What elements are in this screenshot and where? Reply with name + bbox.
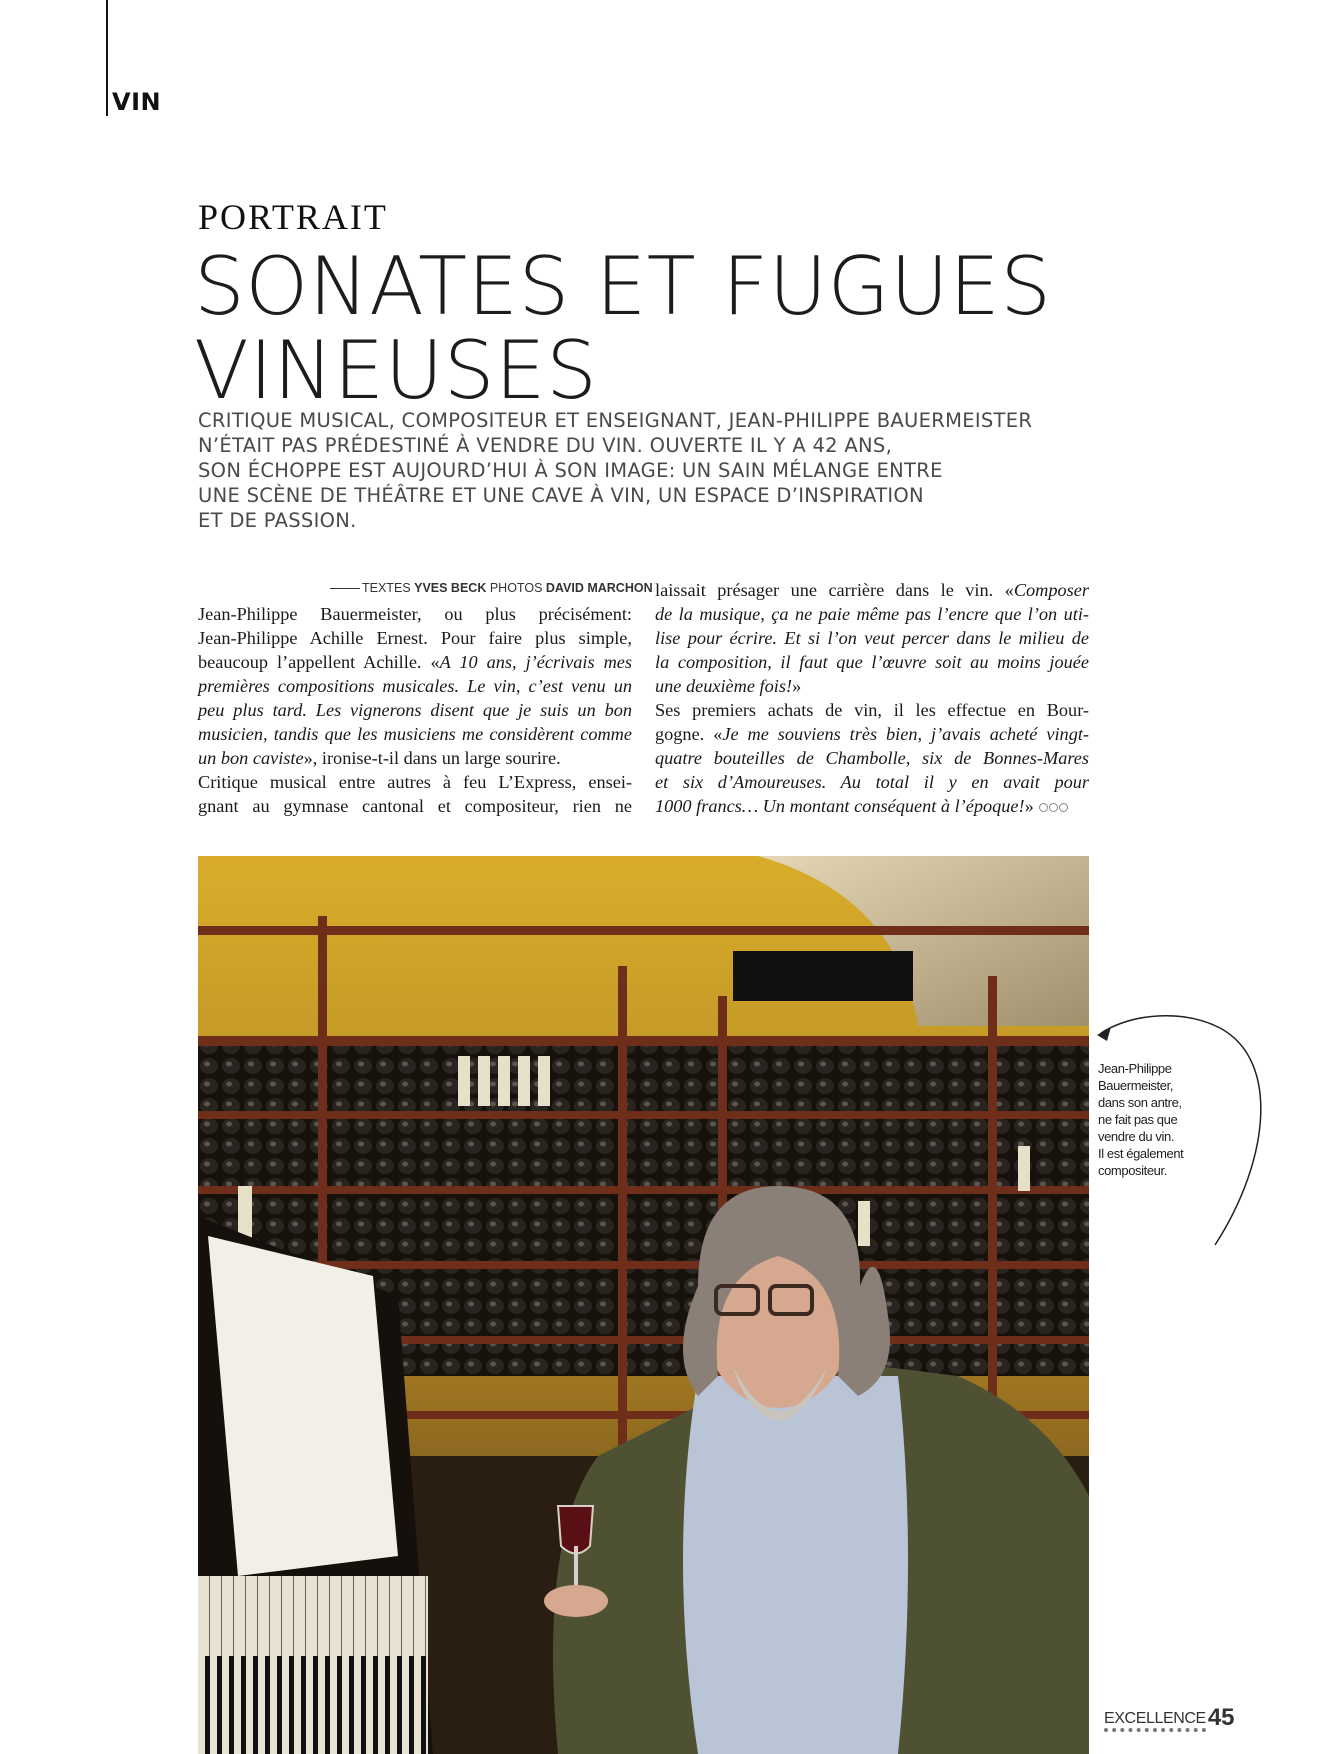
- body-line: de la musique, ça ne paie même pas l’encre que l’on uti-: [655, 604, 1089, 624]
- body-column-left: [198, 602, 632, 818]
- caption-line: vendre du vin.: [1098, 1129, 1175, 1144]
- body-line: laissait présager une carrière dans le vin. «Composer: [655, 580, 1089, 600]
- body-line: une deuxième fois!»: [655, 676, 802, 696]
- article-headline: SONATES ET FUGUES VINEUSES: [194, 240, 1052, 417]
- magazine-name: EXCELLENCE: [1104, 1710, 1206, 1732]
- body-line: un bon caviste», ironise-t-il dans un large sourire.: [198, 748, 561, 768]
- body-line: beaucoup l’appellent Achille. «A 10 ans, j’écrivais mes: [198, 652, 632, 672]
- body-line: lise pour écrire. Et si l’on veut percer dans le milieu de: [655, 628, 1089, 648]
- byline-author: YVES BECK: [414, 581, 487, 595]
- caption-line: Il est également: [1098, 1146, 1184, 1161]
- lede-line: SON ÉCHOPPE EST AUJOURD’HUI À SON IMAGE: UN SAIN MÉLANGE ENTRE: [198, 459, 943, 482]
- body-line: gnant au gymnase cantonal et compositeur, rien ne: [198, 796, 632, 816]
- byline-rule: [330, 588, 360, 589]
- byline-photographer: DAVID MARCHON: [545, 581, 653, 595]
- body-line: Ses premiers achats de vin, il les effectue en Bour-: [655, 700, 1089, 720]
- caption-line: Bauermeister,: [1098, 1078, 1174, 1093]
- article-kicker: PORTRAIT: [198, 197, 388, 237]
- body-line: la composition, il faut que l’œuvre soit au moins jouée: [655, 652, 1089, 672]
- caption-line: Jean-Philippe: [1098, 1061, 1172, 1076]
- byline-texts-label: TEXTES: [362, 581, 411, 595]
- body-line: premières compositions musicales. Le vin, c’est venu un: [198, 676, 632, 696]
- lede-line: ET DE PASSION.: [198, 509, 357, 532]
- lede-line: UNE SCÈNE DE THÉÂTRE ET UNE CAVE À VIN, UN ESPACE D’INSPIRATION: [198, 484, 924, 507]
- body-line: 1000 francs… Un montant conséquent à l’époque!»: [655, 794, 1089, 818]
- section-rule: [106, 0, 108, 116]
- body-line: gogne. «Je me souviens très bien, j’avais acheté vingt-: [655, 724, 1090, 744]
- photo-caption: [1098, 1060, 1210, 1179]
- body-line: et six d’Amoureuses. Au total il y en avait pour: [655, 772, 1089, 792]
- page-number: 45: [1207, 1704, 1235, 1731]
- byline-photos-label: PHOTOS: [489, 581, 543, 595]
- body-line: peu plus tard. Les vignerons disent que je suis un bon: [198, 700, 632, 720]
- caption-line: dans son antre,: [1098, 1095, 1182, 1110]
- body-line: Critique musical entre autres à feu L’Express, ensei-: [198, 772, 632, 792]
- body-line: Jean-Philippe Achille Ernest. Pour faire plus simple,: [198, 628, 632, 648]
- body-line: Jean-Philippe Bauermeister, ou plus précisément:: [198, 604, 632, 624]
- lede-line: N’ÉTAIT PAS PRÉDESTINÉ À VENDRE DU VIN. OUVERTE IL Y A 42 ANS,: [198, 434, 893, 457]
- caption-line: ne fait pas que: [1098, 1112, 1178, 1127]
- body-line: musicien, tandis que les musiciens me considèrent comme: [198, 724, 632, 744]
- body-line: quatre bouteilles de Chambolle, six de Bonnes-Mares: [655, 748, 1089, 768]
- section-label: VIN: [112, 88, 162, 116]
- caption-line: compositeur.: [1098, 1163, 1167, 1178]
- lede-line: CRITIQUE MUSICAL, COMPOSITEUR ET ENSEIGNANT, JEAN-PHILIPPE BAUERMEISTER: [198, 409, 1033, 432]
- article-lede: [198, 408, 1078, 533]
- photo-illustration: [198, 856, 1089, 1754]
- byline: [330, 581, 653, 595]
- body-column-right: [655, 578, 1089, 818]
- page-folio: [1104, 1704, 1235, 1732]
- portrait-photo: [198, 856, 1089, 1754]
- end-of-article-icon: [1039, 803, 1068, 812]
